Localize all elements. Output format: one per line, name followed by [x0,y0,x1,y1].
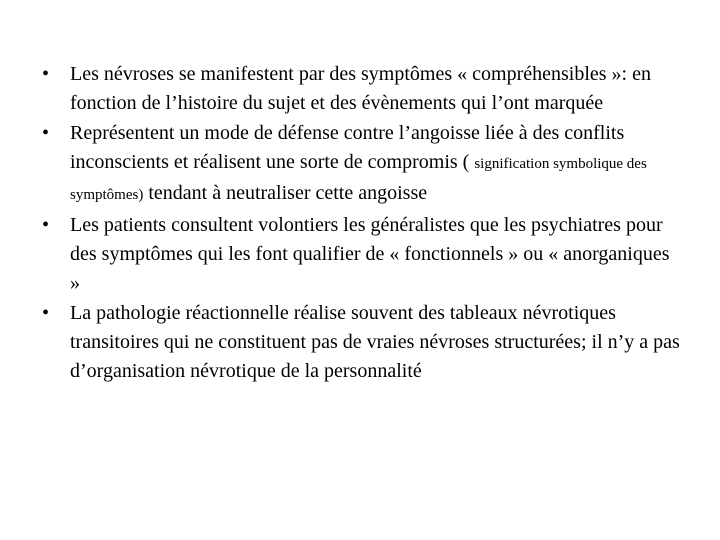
bullet-text: tendant à neutraliser cette angoisse [143,182,428,204]
bullet-icon: • [42,214,50,236]
bullet-item [42,60,682,118]
bullet-icon: • [42,302,50,324]
bullet-icon: • [42,122,50,144]
bullet-text: La pathologie réactionnelle réalise souvent des tableaux névrotiques transitoires qui ne constituent pas de vraies névroses structurées; il n’y a pas d’organisation névrotique de la personnalité [70,302,680,382]
bullet-text: Les patients consultent volontiers les généralistes que les psychiatres pour des symptômes qui les font qualifier de « fonctionnels » ou « anorganiques » [70,214,670,294]
bullet-list [42,60,682,387]
bullet-item [42,299,682,386]
bullet-text: Représentent un mode de défense contre l’angoisse liée à des conflits inconscients et réalisent une sorte de compromis ( [70,122,625,173]
bullet-icon: • [42,63,50,85]
bullet-text: Les névroses se manifestent par des symptômes « compréhensibles »: en fonction de l’histoire du sujet et des évènements qui l’ont marquée [70,63,651,114]
bullet-item [42,211,682,298]
bullet-item [42,119,682,210]
bullet-text-small: signification symbolique des symptômes) [70,156,647,203]
